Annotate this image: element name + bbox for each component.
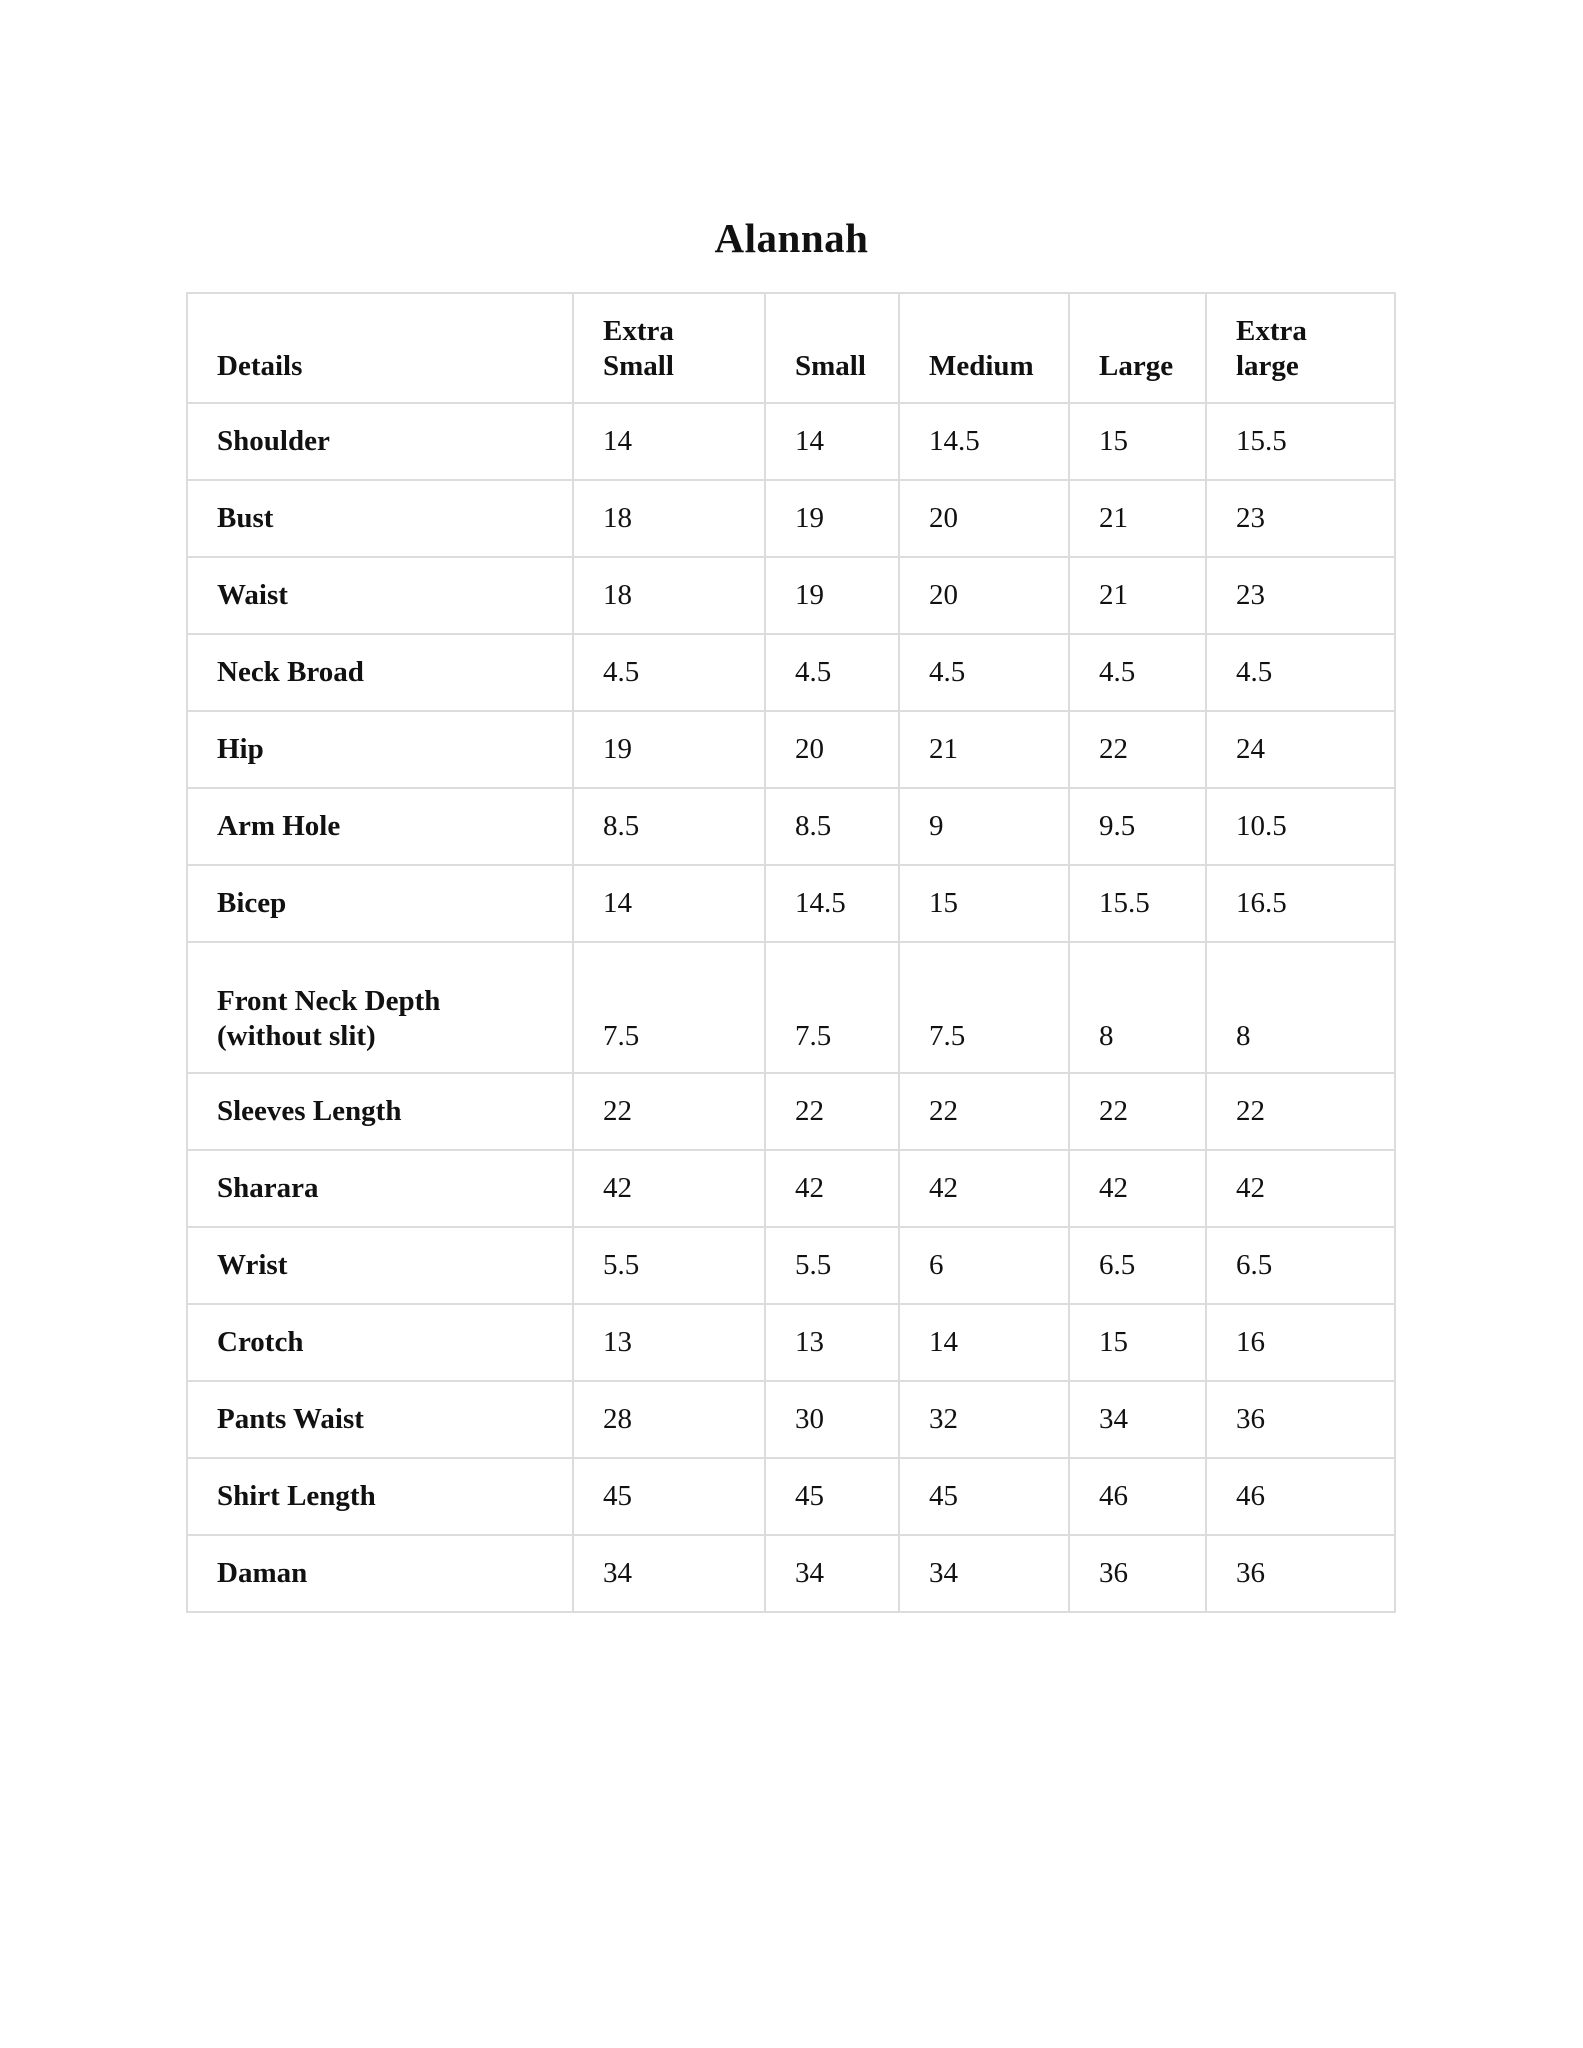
row-label — [187, 788, 573, 865]
measurement-cell: 7.5 — [573, 942, 765, 1073]
measurement-cell: 34 — [899, 1535, 1069, 1612]
measurement-cell: 4.5 — [573, 634, 765, 711]
measurement-cell: 15 — [1069, 403, 1206, 480]
measurement-cell: 21 — [1069, 557, 1206, 634]
row-label — [187, 1227, 573, 1304]
table-row — [187, 403, 1395, 480]
row-label — [187, 865, 573, 942]
row-label — [187, 480, 573, 557]
measurement-cell: 15 — [1069, 1304, 1206, 1381]
table-row — [187, 1304, 1395, 1381]
cell-text-line: Bicep — [217, 887, 287, 919]
table-body — [187, 403, 1395, 1612]
measurement-cell: 22 — [899, 1073, 1069, 1150]
cell-text-line: Details — [217, 350, 303, 382]
row-label — [187, 942, 573, 1073]
measurement-cell: 14.5 — [765, 865, 899, 942]
measurement-cell: 23 — [1206, 480, 1395, 557]
cell-text-line: Sleeves Length — [217, 1095, 402, 1127]
cell-text-line: Shoulder — [217, 425, 330, 457]
measurement-cell: 14 — [765, 403, 899, 480]
measurement-cell: 14.5 — [899, 403, 1069, 480]
measurement-cell: 6.5 — [1206, 1227, 1395, 1304]
row-label — [187, 1304, 573, 1381]
measurement-cell: 14 — [899, 1304, 1069, 1381]
measurement-cell: 18 — [573, 480, 765, 557]
measurement-cell: 6 — [899, 1227, 1069, 1304]
measurement-cell: 22 — [765, 1073, 899, 1150]
measurement-cell: 8 — [1206, 942, 1395, 1073]
measurement-cell: 45 — [899, 1458, 1069, 1535]
header-extra-large — [1206, 293, 1395, 403]
measurement-cell: 45 — [573, 1458, 765, 1535]
cell-text-line: Small — [603, 350, 674, 382]
measurement-cell: 13 — [573, 1304, 765, 1381]
row-label — [187, 1150, 573, 1227]
cell-text-line: Hip — [217, 733, 264, 765]
cell-text-line: (without slit) — [217, 1020, 376, 1052]
header-row — [187, 293, 1395, 403]
measurement-cell: 4.5 — [1069, 634, 1206, 711]
measurement-cell: 14 — [573, 403, 765, 480]
table-row — [187, 1381, 1395, 1458]
measurement-cell: 42 — [765, 1150, 899, 1227]
measurement-cell: 16.5 — [1206, 865, 1395, 942]
measurement-cell: 10.5 — [1206, 788, 1395, 865]
measurement-cell: 32 — [899, 1381, 1069, 1458]
table-row — [187, 480, 1395, 557]
measurement-cell: 22 — [573, 1073, 765, 1150]
row-label — [187, 634, 573, 711]
measurement-cell: 21 — [1069, 480, 1206, 557]
measurement-cell: 22 — [1069, 1073, 1206, 1150]
measurement-cell: 46 — [1206, 1458, 1395, 1535]
measurement-cell: 34 — [1069, 1381, 1206, 1458]
measurement-cell: 15.5 — [1069, 865, 1206, 942]
measurement-cell: 23 — [1206, 557, 1395, 634]
measurement-cell: 20 — [899, 480, 1069, 557]
measurement-cell: 24 — [1206, 711, 1395, 788]
measurement-cell: 34 — [573, 1535, 765, 1612]
measurement-cell: 21 — [899, 711, 1069, 788]
cell-text-line: Sharara — [217, 1172, 319, 1204]
table-row — [187, 1150, 1395, 1227]
measurement-cell: 46 — [1069, 1458, 1206, 1535]
measurement-cell: 19 — [765, 480, 899, 557]
cell-text-line: Shirt Length — [217, 1480, 376, 1512]
measurement-cell: 45 — [765, 1458, 899, 1535]
measurement-cell: 15.5 — [1206, 403, 1395, 480]
measurement-cell: 14 — [573, 865, 765, 942]
table-row — [187, 1458, 1395, 1535]
cell-text-line: Extra — [603, 315, 674, 347]
row-label — [187, 1458, 573, 1535]
measurement-cell: 9 — [899, 788, 1069, 865]
page-title: Alannah — [714, 215, 869, 261]
table-row — [187, 1535, 1395, 1612]
cell-text-line: large — [1236, 350, 1299, 382]
measurement-cell: 15 — [899, 865, 1069, 942]
measurement-cell: 6.5 — [1069, 1227, 1206, 1304]
cell-text-line: Medium — [929, 350, 1034, 382]
row-label — [187, 557, 573, 634]
measurement-cell: 22 — [1069, 711, 1206, 788]
cell-text-line: Neck Broad — [217, 656, 364, 688]
measurement-cell: 34 — [765, 1535, 899, 1612]
cell-text-line: Front Neck Depth — [217, 985, 441, 1017]
measurement-cell: 8 — [1069, 942, 1206, 1073]
cell-text-line: Pants Waist — [217, 1403, 364, 1435]
measurement-cell: 19 — [765, 557, 899, 634]
measurement-cell: 42 — [573, 1150, 765, 1227]
table-row — [187, 711, 1395, 788]
measurement-cell: 4.5 — [1206, 634, 1395, 711]
measurement-cell: 36 — [1069, 1535, 1206, 1612]
measurement-cell: 5.5 — [765, 1227, 899, 1304]
header-large — [1069, 293, 1206, 403]
measurement-cell: 4.5 — [765, 634, 899, 711]
cell-text-line: Small — [795, 350, 866, 382]
header-extra-small — [573, 293, 765, 403]
header-small — [765, 293, 899, 403]
cell-text-line: Daman — [217, 1557, 308, 1589]
cell-text-line: Large — [1099, 350, 1174, 382]
measurement-cell: 20 — [765, 711, 899, 788]
measurement-cell: 42 — [1069, 1150, 1206, 1227]
measurement-cell: 30 — [765, 1381, 899, 1458]
table-row — [187, 788, 1395, 865]
cell-text-line: Crotch — [217, 1326, 304, 1358]
measurement-cell: 4.5 — [899, 634, 1069, 711]
size-chart-table — [186, 292, 1396, 1613]
measurement-cell: 42 — [899, 1150, 1069, 1227]
row-label — [187, 711, 573, 788]
table-row — [187, 634, 1395, 711]
table-row — [187, 942, 1395, 1073]
measurement-cell: 36 — [1206, 1381, 1395, 1458]
measurement-cell: 36 — [1206, 1535, 1395, 1612]
measurement-cell: 22 — [1206, 1073, 1395, 1150]
row-label — [187, 1381, 573, 1458]
table-row — [187, 865, 1395, 942]
row-label — [187, 1073, 573, 1150]
cell-text-line: Bust — [217, 502, 274, 534]
header-medium — [899, 293, 1069, 403]
row-label — [187, 403, 573, 480]
measurement-cell: 5.5 — [573, 1227, 765, 1304]
table-row — [187, 1073, 1395, 1150]
table-row — [187, 557, 1395, 634]
table-row — [187, 1227, 1395, 1304]
measurement-cell: 13 — [765, 1304, 899, 1381]
measurement-cell: 42 — [1206, 1150, 1395, 1227]
measurement-cell: 20 — [899, 557, 1069, 634]
measurement-cell: 8.5 — [573, 788, 765, 865]
cell-text-line: Extra — [1236, 315, 1307, 347]
measurement-cell: 16 — [1206, 1304, 1395, 1381]
measurement-cell: 28 — [573, 1381, 765, 1458]
measurement-cell: 18 — [573, 557, 765, 634]
cell-text-line: Arm Hole — [217, 810, 341, 842]
measurement-cell: 9.5 — [1069, 788, 1206, 865]
measurement-cell: 8.5 — [765, 788, 899, 865]
header-details — [187, 293, 573, 403]
measurement-cell: 7.5 — [899, 942, 1069, 1073]
cell-text-line: Wrist — [217, 1249, 288, 1281]
measurement-cell: 7.5 — [765, 942, 899, 1073]
row-label — [187, 1535, 573, 1612]
measurement-cell: 19 — [573, 711, 765, 788]
cell-text-line: Waist — [217, 579, 288, 611]
